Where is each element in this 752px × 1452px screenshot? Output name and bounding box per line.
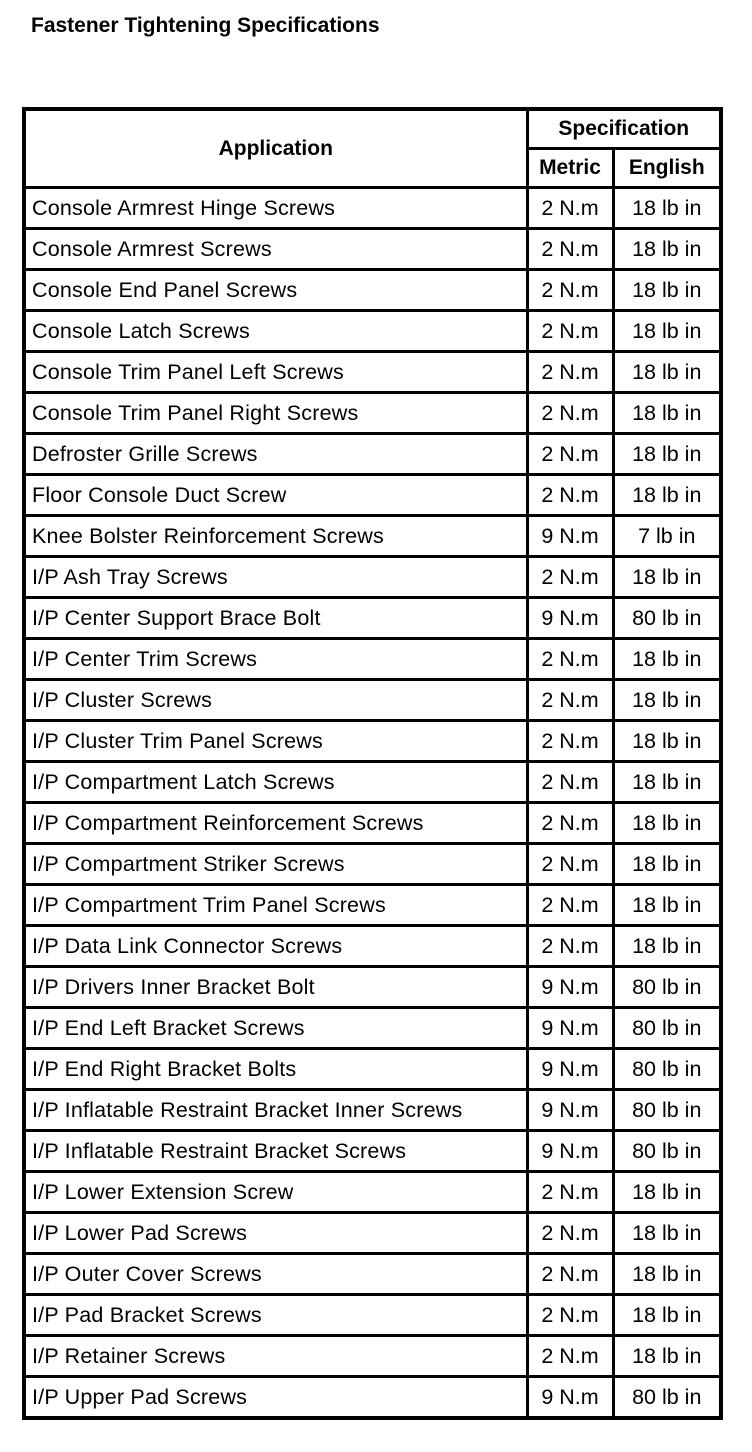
table-row <box>24 680 721 721</box>
english-cell: 18 lb in <box>613 270 721 311</box>
table-header <box>24 109 721 188</box>
table-row <box>24 434 721 475</box>
metric-cell: 9 N.m <box>527 1090 613 1131</box>
application-cell: I/P End Left Bracket Screws <box>24 1008 527 1049</box>
english-cell: 18 lb in <box>613 803 721 844</box>
application-column-header: Application <box>24 109 527 188</box>
english-cell: 7 lb in <box>613 516 721 557</box>
application-cell: I/P Center Support Brace Bolt <box>24 598 527 639</box>
metric-cell: 2 N.m <box>527 680 613 721</box>
metric-cell: 9 N.m <box>527 967 613 1008</box>
application-cell: Console Trim Panel Right Screws <box>24 393 527 434</box>
header-row-top <box>24 109 721 149</box>
english-cell: 18 lb in <box>613 475 721 516</box>
table-body <box>24 188 721 1419</box>
application-cell: Console Trim Panel Left Screws <box>24 352 527 393</box>
application-cell: Console Armrest Screws <box>24 229 527 270</box>
metric-cell: 2 N.m <box>527 434 613 475</box>
table-row <box>24 229 721 270</box>
table-row <box>24 1049 721 1090</box>
table-row <box>24 557 721 598</box>
english-cell: 80 lb in <box>613 967 721 1008</box>
table-row <box>24 598 721 639</box>
metric-cell: 2 N.m <box>527 229 613 270</box>
metric-cell: 2 N.m <box>527 311 613 352</box>
table-row <box>24 1213 721 1254</box>
english-cell: 18 lb in <box>613 721 721 762</box>
application-cell: I/P Compartment Reinforcement Screws <box>24 803 527 844</box>
english-cell: 80 lb in <box>613 1049 721 1090</box>
english-cell: 80 lb in <box>613 1090 721 1131</box>
english-cell: 18 lb in <box>613 557 721 598</box>
application-cell: I/P Inflatable Restraint Bracket Inner Screws <box>24 1090 527 1131</box>
table-row <box>24 844 721 885</box>
english-column-header: English <box>613 149 721 188</box>
table-row <box>24 475 721 516</box>
application-cell: I/P Center Trim Screws <box>24 639 527 680</box>
metric-cell: 9 N.m <box>527 1131 613 1172</box>
table-row <box>24 1008 721 1049</box>
application-cell: Console Latch Screws <box>24 311 527 352</box>
page-title: Fastener Tightening Specifications <box>31 14 380 37</box>
metric-cell: 2 N.m <box>527 844 613 885</box>
metric-cell: 9 N.m <box>527 1049 613 1090</box>
application-cell: I/P Lower Pad Screws <box>24 1213 527 1254</box>
english-cell: 18 lb in <box>613 1172 721 1213</box>
application-cell: I/P Lower Extension Screw <box>24 1172 527 1213</box>
application-cell: I/P Cluster Trim Panel Screws <box>24 721 527 762</box>
english-cell: 18 lb in <box>613 188 721 229</box>
table-row <box>24 762 721 803</box>
metric-cell: 2 N.m <box>527 393 613 434</box>
application-cell: I/P Retainer Screws <box>24 1336 527 1377</box>
english-cell: 80 lb in <box>613 1131 721 1172</box>
metric-cell: 2 N.m <box>527 721 613 762</box>
application-cell: I/P Ash Tray Screws <box>24 557 527 598</box>
metric-cell: 2 N.m <box>527 1336 613 1377</box>
table-row <box>24 1254 721 1295</box>
application-cell: I/P End Right Bracket Bolts <box>24 1049 527 1090</box>
application-cell: I/P Cluster Screws <box>24 680 527 721</box>
application-cell: Knee Bolster Reinforcement Screws <box>24 516 527 557</box>
english-cell: 18 lb in <box>613 885 721 926</box>
application-cell: I/P Drivers Inner Bracket Bolt <box>24 967 527 1008</box>
english-cell: 18 lb in <box>613 311 721 352</box>
english-cell: 18 lb in <box>613 1295 721 1336</box>
metric-cell: 2 N.m <box>527 557 613 598</box>
metric-cell: 2 N.m <box>527 270 613 311</box>
table-row <box>24 1172 721 1213</box>
table-row <box>24 721 721 762</box>
metric-cell: 2 N.m <box>527 352 613 393</box>
metric-cell: 2 N.m <box>527 1172 613 1213</box>
english-cell: 18 lb in <box>613 434 721 475</box>
application-cell: I/P Compartment Latch Screws <box>24 762 527 803</box>
english-cell: 18 lb in <box>613 762 721 803</box>
table-row <box>24 393 721 434</box>
english-cell: 18 lb in <box>613 1213 721 1254</box>
metric-cell: 2 N.m <box>527 475 613 516</box>
metric-cell: 2 N.m <box>527 1213 613 1254</box>
english-cell: 18 lb in <box>613 1336 721 1377</box>
metric-cell: 2 N.m <box>527 188 613 229</box>
application-cell: I/P Data Link Connector Screws <box>24 926 527 967</box>
english-cell: 18 lb in <box>613 844 721 885</box>
table-row <box>24 1131 721 1172</box>
table-row <box>24 1377 721 1419</box>
english-cell: 80 lb in <box>613 598 721 639</box>
english-cell: 18 lb in <box>613 229 721 270</box>
table-row <box>24 270 721 311</box>
english-cell: 18 lb in <box>613 393 721 434</box>
metric-column-header: Metric <box>527 149 613 188</box>
fastener-spec-table <box>22 107 723 1420</box>
application-cell: I/P Compartment Trim Panel Screws <box>24 885 527 926</box>
application-cell: I/P Compartment Striker Screws <box>24 844 527 885</box>
table-row <box>24 352 721 393</box>
table-row <box>24 1295 721 1336</box>
table-row <box>24 926 721 967</box>
metric-cell: 2 N.m <box>527 1254 613 1295</box>
english-cell: 80 lb in <box>613 1008 721 1049</box>
metric-cell: 2 N.m <box>527 885 613 926</box>
application-cell: I/P Upper Pad Screws <box>24 1377 527 1419</box>
application-cell: Floor Console Duct Screw <box>24 475 527 516</box>
metric-cell: 9 N.m <box>527 1008 613 1049</box>
application-cell: Defroster Grille Screws <box>24 434 527 475</box>
application-cell: I/P Outer Cover Screws <box>24 1254 527 1295</box>
metric-cell: 2 N.m <box>527 639 613 680</box>
metric-cell: 9 N.m <box>527 598 613 639</box>
english-cell: 80 lb in <box>613 1377 721 1419</box>
application-cell: I/P Inflatable Restraint Bracket Screws <box>24 1131 527 1172</box>
table-row <box>24 311 721 352</box>
table-row <box>24 1090 721 1131</box>
metric-cell: 9 N.m <box>527 516 613 557</box>
specification-column-header: Specification <box>527 109 721 149</box>
application-cell: Console Armrest Hinge Screws <box>24 188 527 229</box>
metric-cell: 2 N.m <box>527 803 613 844</box>
table-row <box>24 516 721 557</box>
table-row <box>24 639 721 680</box>
metric-cell: 2 N.m <box>527 1295 613 1336</box>
table-row <box>24 188 721 229</box>
table-row <box>24 967 721 1008</box>
metric-cell: 9 N.m <box>527 1377 613 1419</box>
english-cell: 18 lb in <box>613 1254 721 1295</box>
english-cell: 18 lb in <box>613 926 721 967</box>
metric-cell: 2 N.m <box>527 762 613 803</box>
table-row <box>24 1336 721 1377</box>
application-cell: Console End Panel Screws <box>24 270 527 311</box>
table-row <box>24 803 721 844</box>
metric-cell: 2 N.m <box>527 926 613 967</box>
english-cell: 18 lb in <box>613 680 721 721</box>
application-cell: I/P Pad Bracket Screws <box>24 1295 527 1336</box>
english-cell: 18 lb in <box>613 352 721 393</box>
english-cell: 18 lb in <box>613 639 721 680</box>
table-row <box>24 885 721 926</box>
